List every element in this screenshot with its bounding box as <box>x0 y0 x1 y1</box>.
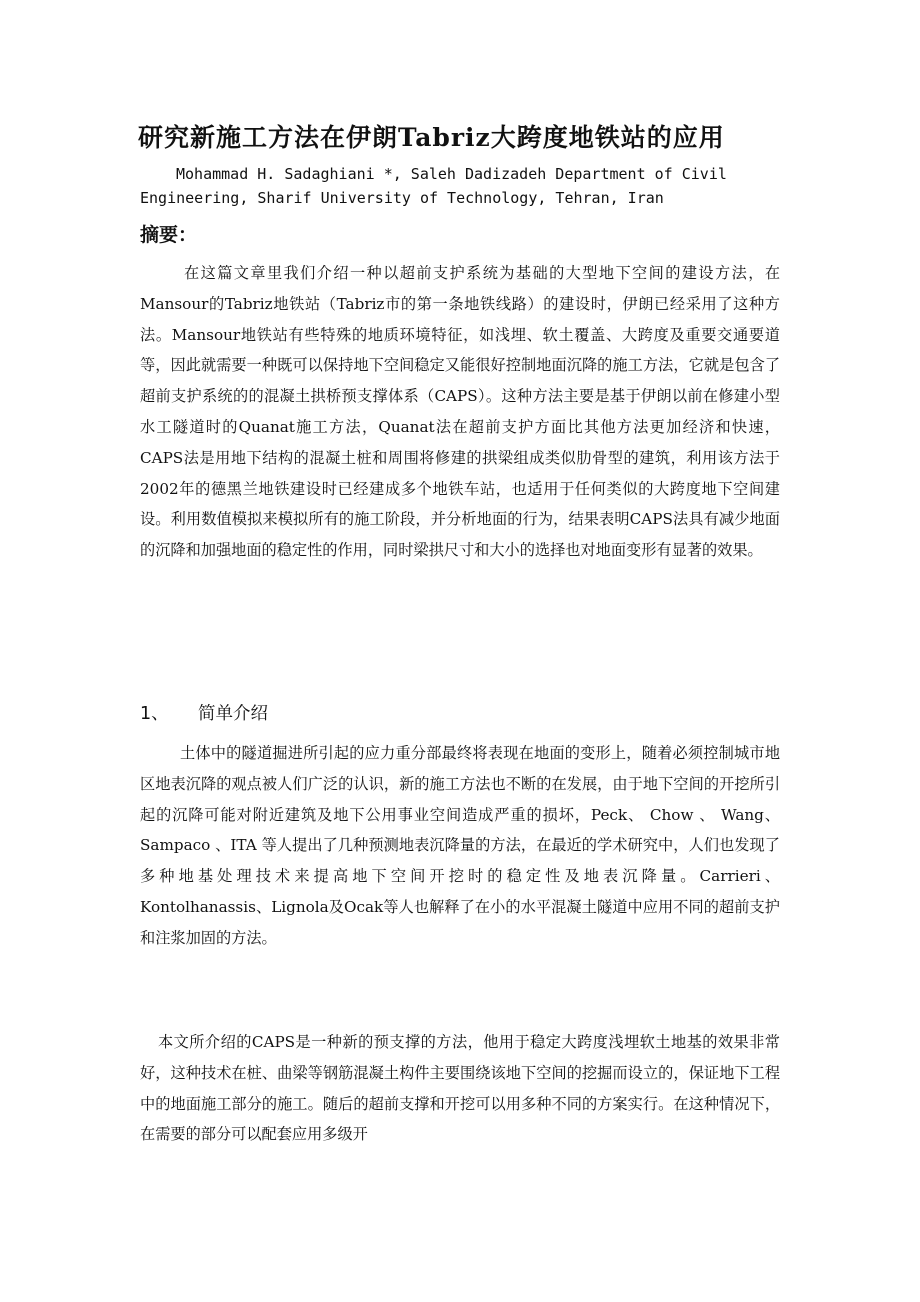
intro-paragraph-1: 土体中的隧道掘进所引起的应力重分部最终将表现在地面的变形上，随着必须控制城市地区地表沉降的观点被人们广泛的认识，新的施工方法也不断的在发展，由于地下空间的开挖所引起的沉降可能对附近建筑及地下公用事业空间造成严重的损坏，Peck、 Chow 、 Wang、 Sampaco 、ITA 等人提出了几种预测地表沉降量的方法，在最近的学术研究中，人们也发现了多种地基处理技术来提高地下空间开挖时的稳定性及地表沉降量。Carrieri、Kontolhanassis、Lignola及Ocak等人也解释了在小的水平混凝土隧道中应用不同的超前支护和注浆加固的方法。 <box>140 744 780 947</box>
abstract-heading: 摘要： <box>140 224 198 246</box>
intro-paragraph-2: 本文所介绍的CAPS是一种新的预支撑的方法，他用于稳定大跨度浅埋软土地基的效果非常好，这种技术在桩、曲梁等钢筋混凝土构件主要围绕该地下空间的挖掘而设立的，保证地下工程中的地面施工部分的施工。随后的超前支撑和开挖可以用多种不同的方案实行。在这种情况下，在需要的部分可以配套应用多级开 <box>140 1033 780 1144</box>
paper-title: 研究新施工方法在伊朗Tabriz大跨度地铁站的应用 <box>138 123 725 152</box>
section-title: 简单介绍 <box>198 704 268 724</box>
section-number: 1、 <box>140 704 169 724</box>
abstract-paragraph: 在这篇文章里我们介绍一种以超前支护系统为基础的大型地下空间的建设方法，在Mansour的Tabriz地铁站（Tabriz市的第一条地铁线路）的建设时，伊朗已经采用了这种方法。Mansour地铁站有些特殊的地质环境特征，如浅埋、软土覆盖、大跨度及重要交通要道等，因此就需要一种既可以保持地下空间稳定又能很好控制地面沉降的施工方法，它就是包含了超前支护系统的的混凝土拱桥预支撑体系（CAPS）。这种方法主要是基于伊朗以前在修建小型水工隧道时的Quanat施工方法，Quanat法在超前支护方面比其他方法更加经济和快速，CAPS法是用地下结构的混凝土桩和周围将修建的拱梁组成类似肋骨型的建筑，利用该方法于2002年的德黑兰地铁建设时已经建成多个地铁车站，也适用于任何类似的大跨度地下空间建设。利用数值模拟来模拟所有的施工阶段，并分析地面的行为，结果表明CAPS法具有减少地面的沉降和加强地面的稳定性的作用，同时梁拱尺寸和大小的选择也对地面变形有显著的效果。 <box>140 264 780 560</box>
section-heading <box>140 700 268 725</box>
author-affiliation: Mohammad H. Sadaghiani *, Saleh Dadizadeh Department of Civil Engineering, Sharif University of Technology, Tehran, Iran <box>140 165 727 207</box>
